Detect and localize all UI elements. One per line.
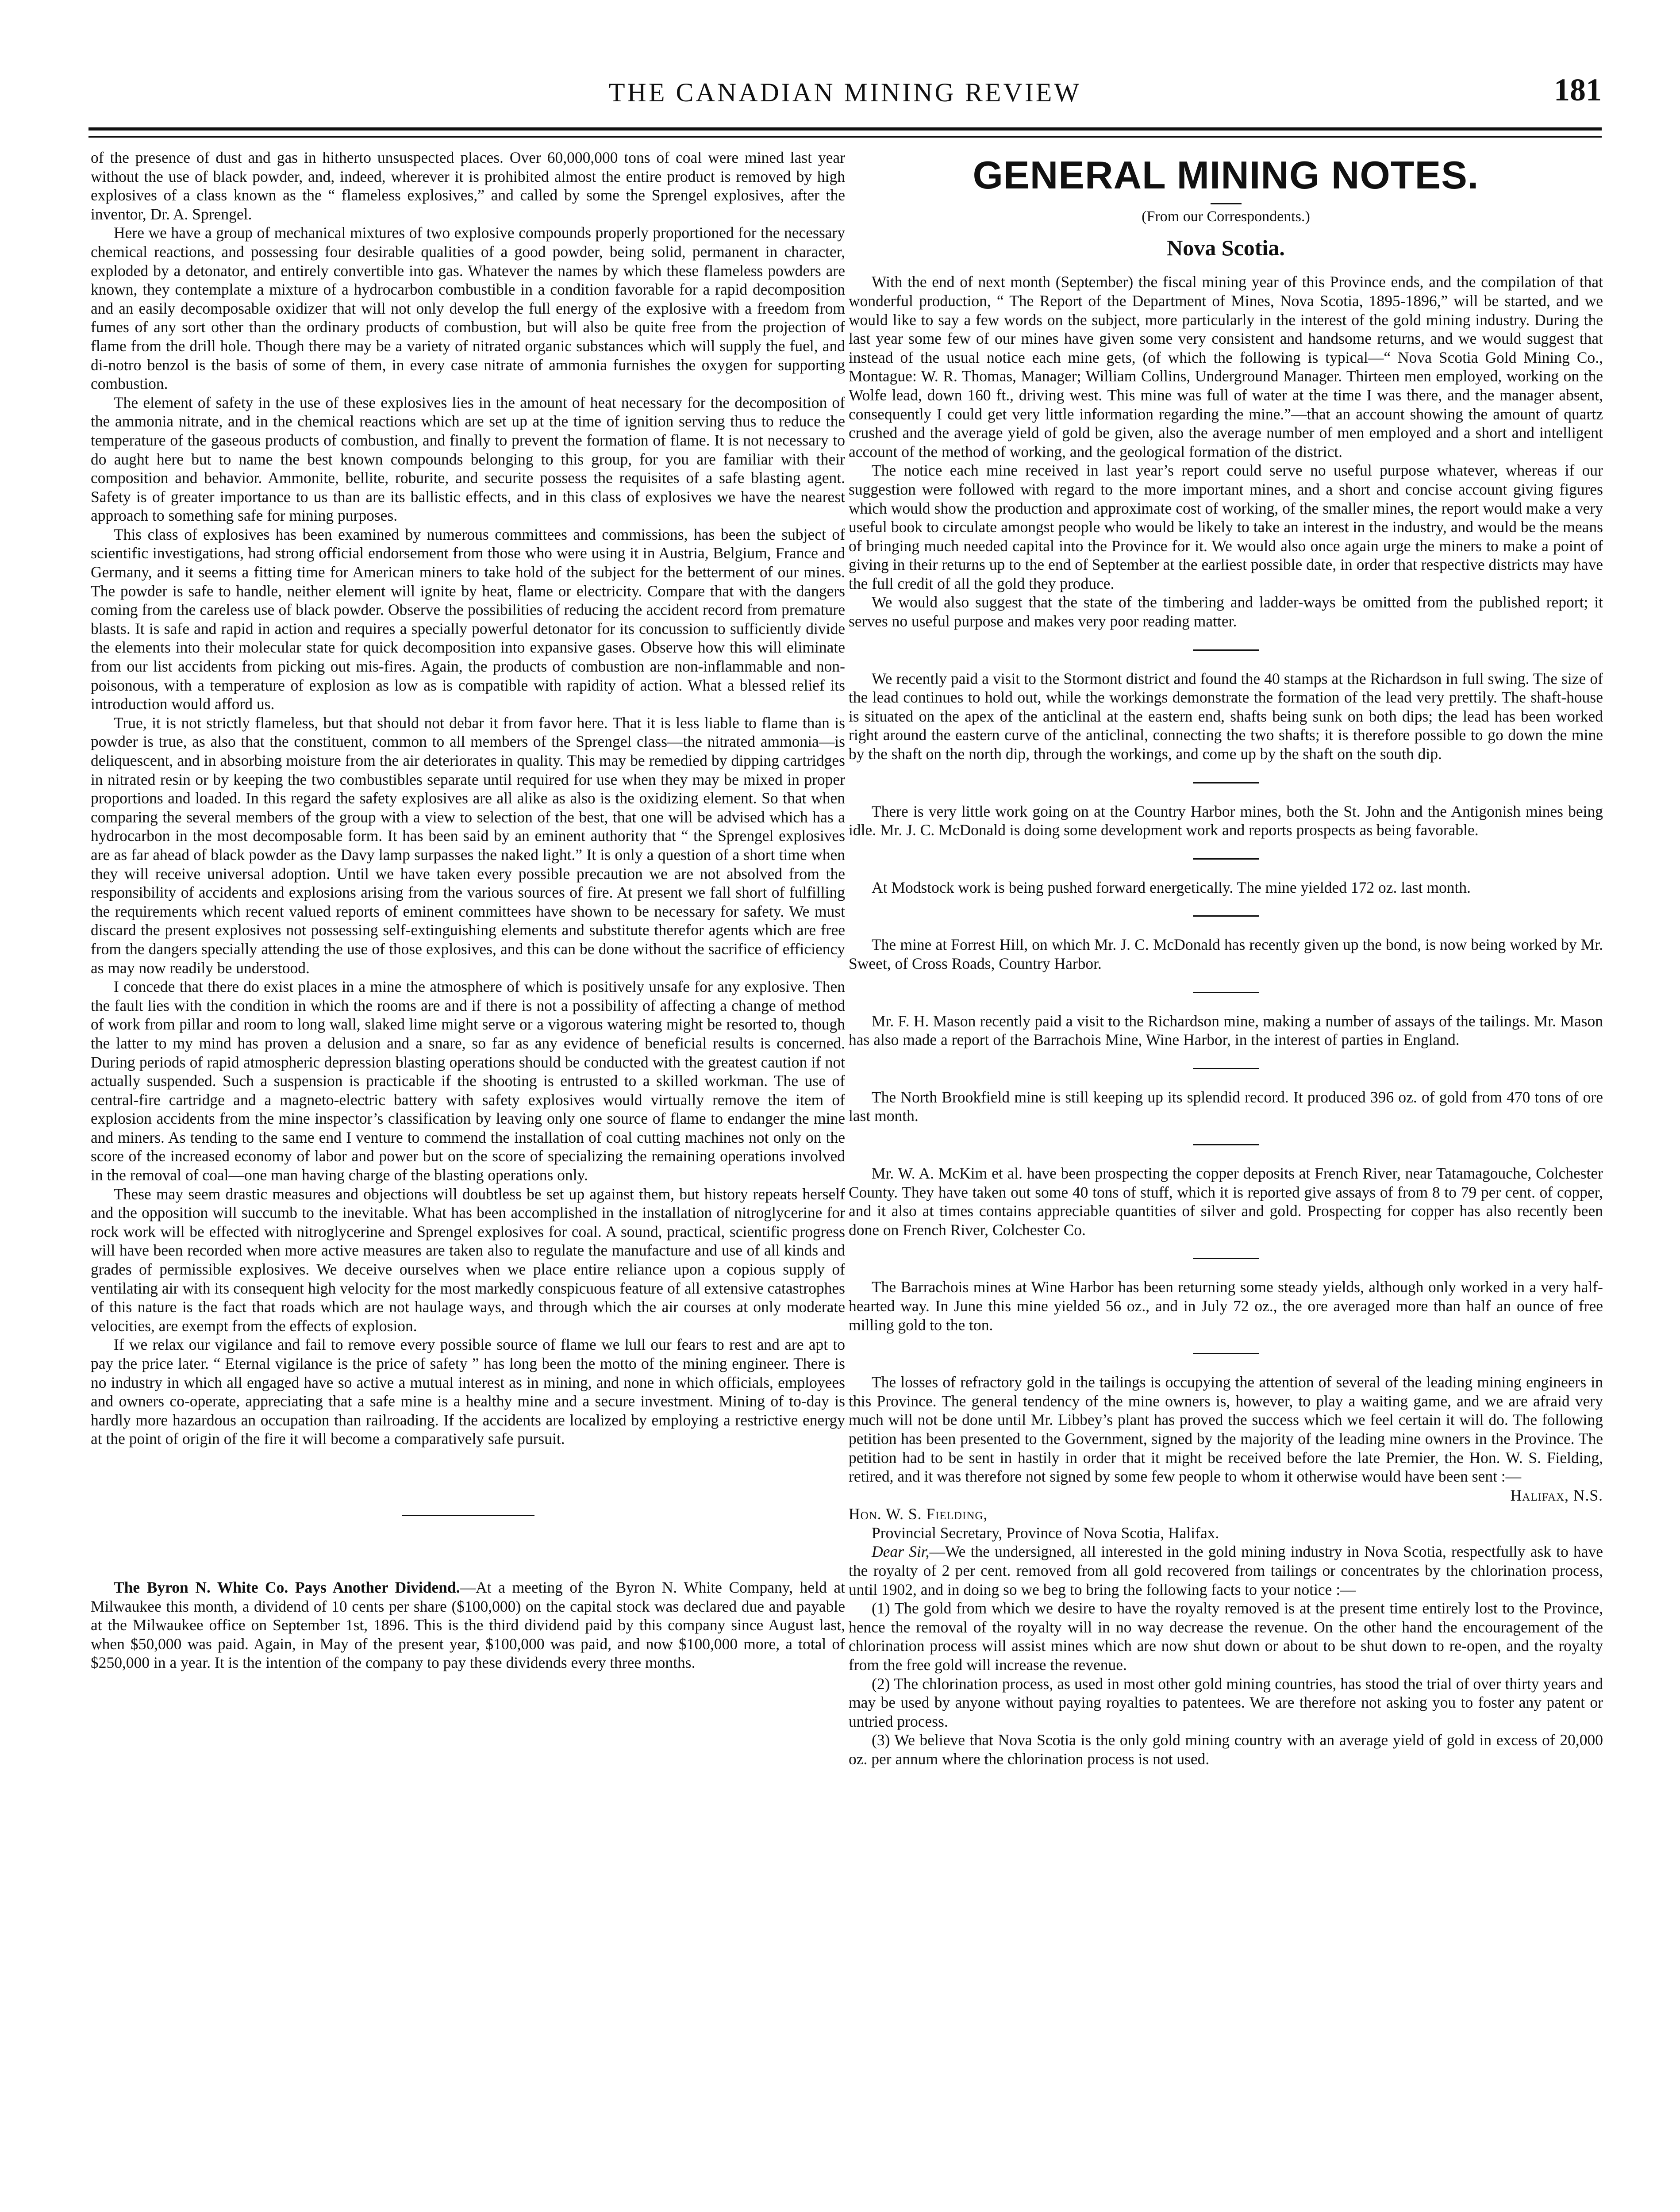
mining-note: The mine at Forrest Hill, on which Mr. J. C. McDonald has recently given up the bond, is now being worked by Mr. Sweet, of Cross Roads, Country Harbor. [849,936,1603,973]
note-divider [1193,858,1259,860]
left-column [91,148,845,1672]
article-paragraph: I concede that there do exist places in a mine the atmosphere of which is positively unsafe for any explosive. Then the fault lies with the condition in which the rooms are and if there is not a possibility of affecting a change of method of work from pillar and room to long wall, slaked lime might serve or a vigorous watering might be resorted to, though the latter to my mind has proven a delusion and a snare, so far as any evidence of beneficial results is concerned. During periods of rapid atmospheric depression blasting operations should be conducted with the greatest caution if not actually suspended. Such a suspension is practicable if the shooting is entrusted to a skilled workman. The use of central-fire cartridge and a magneto-electric battery with safety explosives would virtually remove the item of explosion accidents from the mine inspector’s classification by leaving only one source of flame to endanger the mine and miners. As tending to the same end I venture to commend the installation of coal cutting machines not only on the score of the increased economy of labor and power but on the score of specializing the remaining operations involved in the removal of coal—one man having charge of the blasting operations only. [91,978,845,1184]
petition-point: (3) We believe that Nova Scotia is the only gold mining country with an average yield of gold in excess of 20,000 oz. per annum where the chlorination process is not used. [849,1731,1603,1768]
article-paragraph: The element of safety in the use of these explosives lies in the amount of heat necessary for the decomposition of the ammonia nitrate, and in the chemical reactions which are set up at the time of ignition serving thus to reduce the temperature of the gaseous products of combustion, and finally to prevent the formation of flame. It is not necessary to do aught here but to name the best known compounds belonging to this group, for you are familiar with their composition and behavior. Ammonite, bellite, roburite, and securite possess the requisites of a safe blasting agent. Safety is of greater importance to us than are its ballistic effects, and in this class of explosives we have the nearest approach to something safe for mining purposes. [91,393,845,525]
header-rule-thick [88,127,1602,131]
intro-paragraph: With the end of next month (September) the fiscal mining year of this Province ends, and the compilation of that wonderful production, “ The Report of the Department of Mines, Nova Scotia, 1895-1896,” will be started, and we would like to say a few words on the subject, more particularly in the interest of the gold mining industry. During the last year some few of our mines have given some very consistent and handsome returns, and we would suggest that instead of the usual notice each mine gets, (of which the following is typical—“ Nova Scotia Gold Mining Co., Montague: W. R. Thomas, Manager; William Collins, Underground Manager. Thirteen men employed, working on the Wolfe lead, down 160 ft., driving west. This mine was full of water at the time I was there, and the manager absent, consequently I could get very little information regarding the mine.”—that an account showing the amount of quartz crushed and the average yield of gold be given, also the average number of men employed and a short and intelligent account of the method of working, and the geological formation of the district. [849,273,1603,461]
intro-paragraph: We would also suggest that the state of the timbering and ladder-ways be omitted from the published report; it serves no useful purpose and makes very poor reading matter. [849,593,1603,630]
region-heading: Nova Scotia. [1167,235,1285,261]
mining-note: We recently paid a visit to the Stormont district and found the 40 stamps at the Richardson in full swing. The size of the lead continues to hold out, while the workings demonstrate the formation of the lead very prettily. The shaft-house is situated on the apex of the anticlinal at the eastern end, shafts being sunk on both dips; the lead has been worked right around the eastern curve of the anticlinal, connecting the two shafts; it is therefore possible to go down the mine by the shaft on the north dip, through the workings, and come up by the shaft on the south dip. [849,669,1603,763]
title-divider [1211,203,1242,204]
article-paragraph: This class of explosives has been examined by numerous committees and commissions, has been the subject of scientific investigations, had strong official endorsement from those who were using it in Austria, Belgium, France and Germany, and it seems a fitting time for American miners to take hold of the subject for the betterment of our mines. The powder is safe to handle, neither element will ignite by heat, flame or electricity. Compare that with the dangers coming from the careless use of black powder. Observe the possibilities of reducing the accident record from premature blasts. It is safe and rapid in action and requires a specially powerful detonator for its concussion to sufficiently divide the elements into their molecular state for quick decomposition into expansive gases. Observe how this will eliminate from our list accidents from picking out mis-fires. Again, the products of combustion are non-inflammable and non-poisonous, with a temperature of explosion as low as is compatible with rapidity of action. What a blessed relief its introduction would afford us. [91,525,845,713]
note-divider [1193,782,1259,783]
note-divider [1193,1353,1259,1354]
mining-note: There is very little work going on at the Country Harbor mines, both the St. John and the Antigonish mines being idle. Mr. J. C. McDonald is doing some development work and reports prospects as being favorable. [849,802,1603,839]
note-divider [1193,1258,1259,1259]
note-divider [1193,915,1259,917]
dividend-notice [91,1578,845,1672]
article-paragraph: of the presence of dust and gas in hitherto unsuspected places. Over 60,000,000 tons of coal were mined last year without the use of black powder, and, indeed, wherever it is prohibited almost the entire product is removed by high explosives of a class known as the “ flameless explosives,” and called by some the Sprengel explosives, after the inventor, Dr. A. Sprengel. [91,149,845,223]
letter-salutation: Dear Sir, [872,1543,930,1561]
dividend-headline: The Byron N. White Co. Pays Another Dividend. [114,1578,460,1596]
mining-note: The North Brookfield mine is still keeping up its splendid record. It produced 396 oz. of gold from 470 tons of ore last month. [849,1088,1603,1125]
article-paragraph: Here we have a group of mechanical mixtures of two explosive compounds properly proportioned for the necessary chemical reactions, and possessing four desirable qualities of a good powder, being solid, permanent in character, exploded by a detonator, and entirely convertible into gas. Whatever the names by which these flameless powders are known, they contemplate a mixture of a hydrocarbon combustible in a condition favorable for a rapid decomposition and an easily decomposable oxidizer that will not only develop the full energy of the explosive with a freedom from fumes of any sort other than the ordinary products of combustion, but will also be quite free from the projection of flame from the drill hole. Though there may be a variety of nitrated organic substances which will supply the fuel, and di-notro benzol is the basis of some of them, in every case nitrate of ammonia furnishes the oxygen for supporting combustion. [91,224,845,393]
header-rule-thin [88,136,1602,138]
note-divider [1193,1068,1259,1069]
note-divider [1193,649,1259,651]
letter-place: Halifax, N.S. [1510,1486,1603,1504]
section-title: GENERAL MINING NOTES. [973,153,1479,197]
page-header [88,66,1602,124]
right-column [849,148,1603,1769]
journal-title: THE CANADIAN MINING REVIEW [608,78,1082,107]
note-divider [1193,992,1259,993]
intro-paragraph: The notice each mine received in last year’s report could serve no useful purpose whatever, whereas if our suggestion were followed with regard to the more important mines, and a short and concise account giving figures which would show the production and approximate cost of working, of the smaller mines, the report would make a very useful book to circulate amongst people who would be likely to take an interest in the industry, and would be the means of bringing much needed capital into the Province for it. We would also once again urge the miners to make a point of giving in their returns up to the end of September at the earliest possible date, in order that respective districts may have the full credit of all the gold they produce. [849,461,1603,592]
petition-point: (2) The chlorination process, as used in most other gold mining countries, has stood the trial of over thirty years and may be used by anyone without paying royalties to patentees. We are therefore not asking you to foster any patent or untried process. [849,1674,1603,1730]
article-paragraph: If we relax our vigilance and fail to remove every possible source of flame we lull our fears to rest and are apt to pay the price later. “ Eternal vigilance is the price of safety ” has long been the motto of the mining engineer. There is no industry in which all engaged have so active a mutual interest as in mining, and none in which officials, employees and owners co-operate, appreciating that a safe mine is a healthy mine and a secure investment. Mining of to-day is hardly more hazardous an occupation than railroading. If the accidents are localized by employing a restrictive energy at the point of origin of the fire it will become a comparatively safe pursuit. [91,1336,845,1448]
article-paragraph: True, it is not strictly flameless, but that should not debar it from favor here. That it is less liable to flame than is powder is true, as also that the constituent, common to all members of the Sprengel class—the nitrated ammonia—is deliquescent, and in absorbing moisture from the air deteriorates in quality. This may be remedied by dipping cartridges in nitrated resin or by keeping the two combustibles separate until required for use when they may be mixed in proper proportions and loaded. In this regard the safety explosives are all alike as also is the oxidizing element. So that when comparing the several members of the group with a view to selection of the best, that one will be advised which has a hydrocarbon in the most decomposable form. It has been said by an eminent authority that “ the Sprengel explosives are as far ahead of black powder as the Davy lamp surpasses the naked light.” It is only a question of a short time when they will receive universal adoption. Until we have taken every possible precaution we are not absolved from the responsibility of accidents and explosions arising from the various sources of fire. At present we fall short of fulfilling the requirements which recent valued reports of eminent committees have shown to be necessary for safety. We must discard the present explosives not possessing self-extinguishing elements and substitute therefor agents which are free from the dangers specially attending the use of those explosives, and this can be done without the sacrifice of efficiency as may now readily be understood. [91,714,845,977]
petition-point: (1) The gold from which we desire to have the royalty removed is at the present time entirely lost to the Province, hence the removal of the royalty will in no way decrease the revenue. On the other hand the encouragement of the chlorination process will assist mines which are now shut down or about to be shut down to re-open, and the royalty from the free gold will increase the revenue. [849,1599,1603,1674]
section-subtitle: (From our Correspondents.) [1142,208,1310,225]
letter-addressee-title: Provincial Secretary, Province of Nova Scotia, Halifax. [872,1524,1219,1542]
petition-intro: The losses of refractory gold in the tailings is occupying the attention of several of the leading mining engineers in this Province. The general tendency of the mine owners is, however, to play a waiting game, and we are afraid very much will not be done until Mr. Libbey’s plant has proved the success which we feel certain it will do. The following petition has been presented to the Government, signed by the majority of the leading mine owners in the Province. The petition had to be sent in hastily in order that it might be received before the late Premier, the Hon. W. S. Fielding, retired, and it was therefore not signed by some few people to whom it otherwise would have been sent :— [849,1373,1603,1486]
letter-text: —We the undersigned, all interested in the gold mining industry in Nova Scotia, respectfully ask to have the royalty of 2 per cent. removed from all gold recovered from tailings or concentrates by the chlorination process, until 1902, and in doing so we beg to bring the following facts to your notice :— [849,1543,1603,1598]
mining-note: Mr. F. H. Mason recently paid a visit to the Richardson mine, making a number of assays of the tailings. Mr. Mason has also made a report of the Barrachois Mine, Wine Harbor, in the interest of parties in England. [849,1012,1603,1049]
letter-body [849,1542,1603,1599]
mining-note: The Barrachois mines at Wine Harbor has been returning some steady yields, although only worked in a very half-hearted way. In June this mine yielded 56 oz., and in July 72 oz., the ore averaged more than half an ounce of free milling gold to the ton. [849,1278,1603,1334]
mining-note: Mr. W. A. McKim et al. have been prospecting the copper deposits at French River, near Tatamagouche, Colchester County. They have taken out some 40 tons of stuff, which it is reported give assays of from 8 to 79 per cent. of copper, and it also at times contains appreciable quantities of silver and gold. Prospecting for copper has also recently been done on French River, Colchester Co. [849,1164,1603,1239]
mining-note: At Modstock work is being pushed forward energetically. The mine yielded 172 oz. last month. [872,878,1471,896]
article-divider [402,1515,534,1516]
note-divider [1193,1144,1259,1145]
article-paragraph: These may seem drastic measures and objections will doubtless be set up against them, but history repeats herself and the opposition will succumb to the inevitable. What has been accomplished in the installation of nitroglycerine for rock work will be effected with nitroglycerine and Sprengel explosives for coal. A sound, practical, scientific progress will have been recorded when more active measures are taken also to regulate the manufacture and use of all kinds and grades of permissible explosives. We deceive ourselves when we place entire reliance upon a copious supply of ventilating air with its consequent high velocity for the most markedly conspicuous feature of all extensive catastrophes of this nature is the fact that roads which are not haulage ways, and through which the air courses at only moderate velocities, are exempt from the effects of explosion. [91,1185,845,1335]
page-number: 181 [1554,72,1602,108]
dividend-body: —At a meeting of the Byron N. White Company, held at Milwaukee this month, a dividend of 10 cents per share ($100,000) on the capital stock was declared due and payable at the Milwaukee office on September 1st, 1896. This is the third dividend paid by this company since August last, when $50,000 was paid. Again, in May of the present year, $100,000 was paid, and now $100,000 more, a total of $250,000 in a year. It is the intention of the company to pay these dividends every three months. [91,1578,845,1672]
letter-addressee: Hon. W. S. Fielding, [849,1505,988,1523]
